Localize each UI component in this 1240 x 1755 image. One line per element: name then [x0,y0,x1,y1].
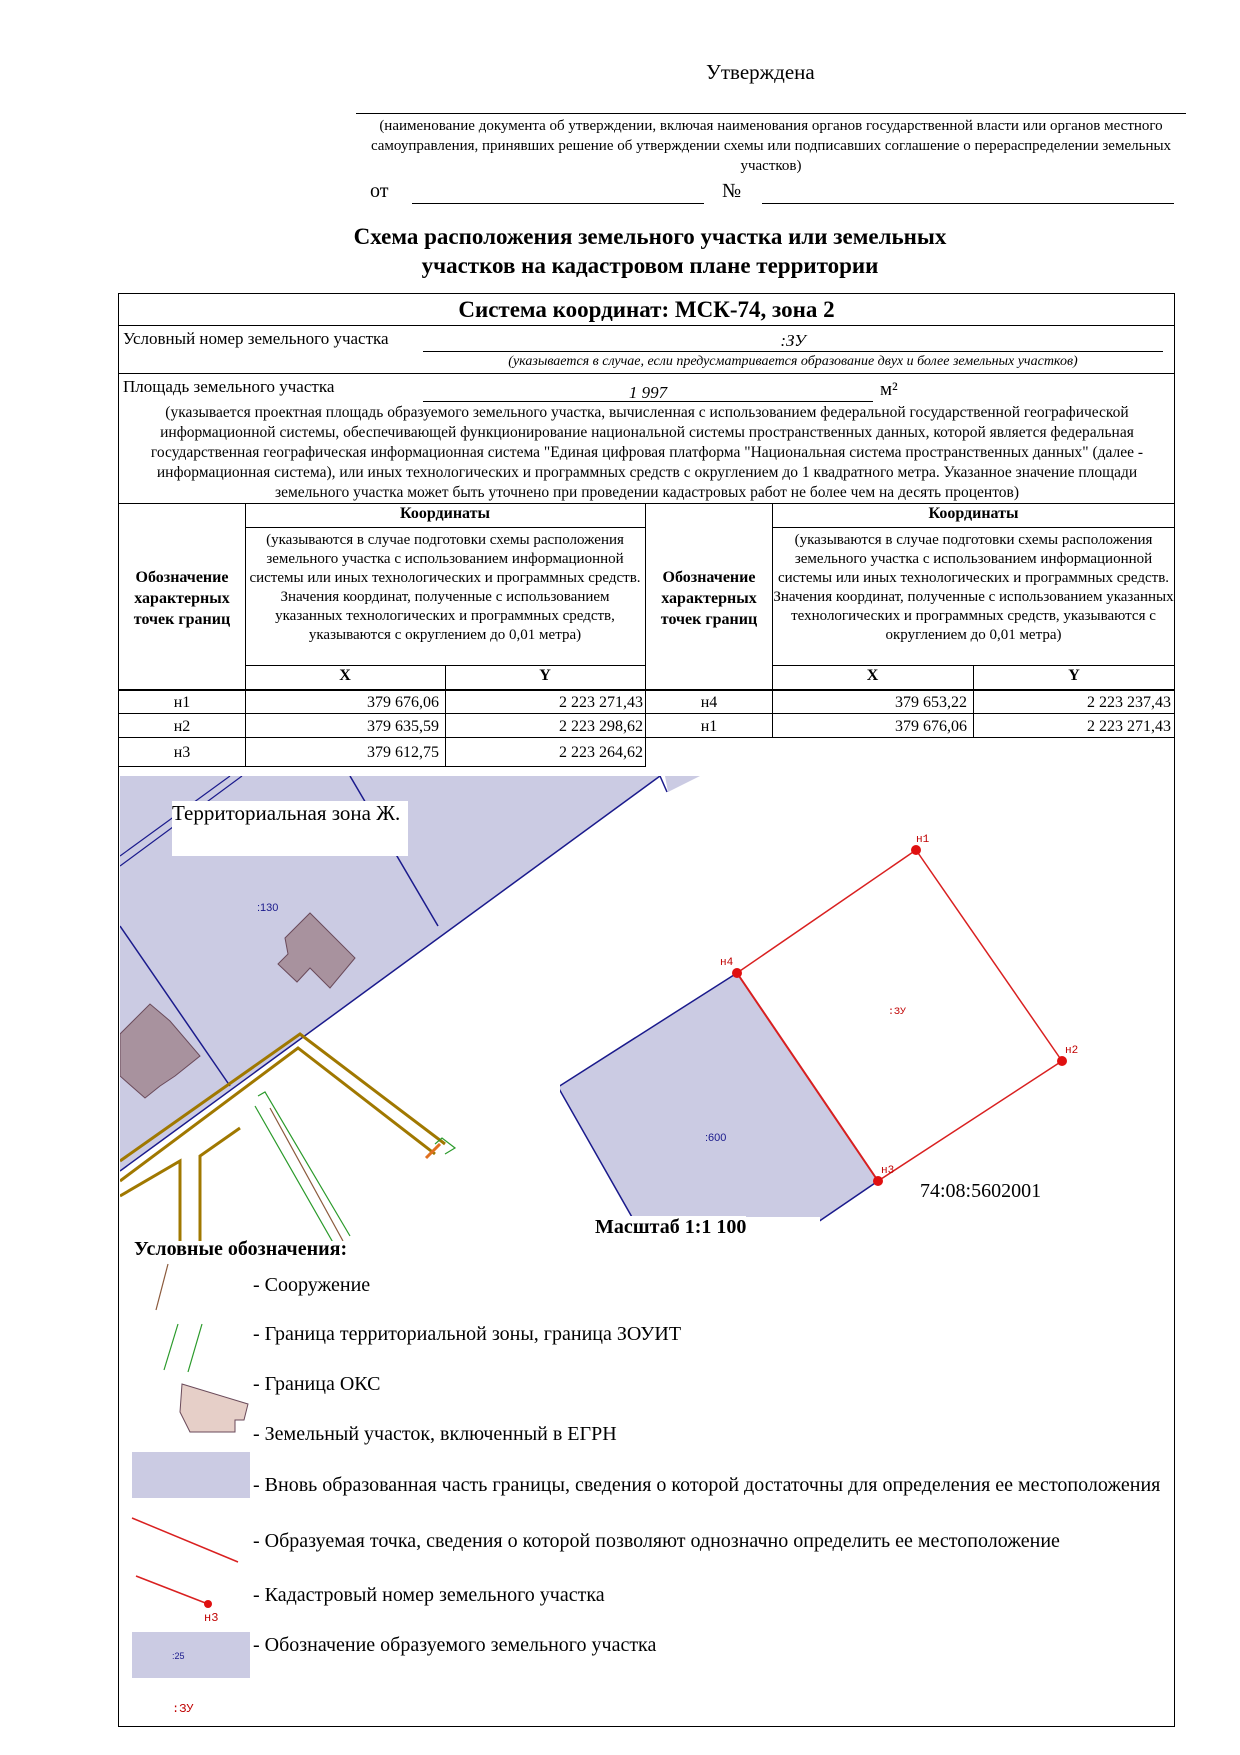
coords-header-right: Координаты [928,505,1019,522]
new-point-icon [136,1576,208,1604]
x-header-left: X [339,667,351,684]
doc-name-note: (наименование документа об утверждении, включая наименования органов государственной власти или органов местного самоуправления, принявших решение об утверждении схемы или подписавших соглашение о перераспределении земельных участков) [370,118,1172,174]
points-header-right: Обозначение характерных точек границ [660,569,758,628]
legend-oks-border: - Граница ОКС [253,1373,381,1395]
conditional-number-label: Условный номер земельного участка [123,329,389,348]
structure-line [270,1108,343,1241]
number-label: № [722,180,742,202]
area-label: Площадь земельного участка [123,377,335,396]
table-row-y: 2 223 298,62 [559,718,643,735]
legend-structure: - Сооружение [253,1274,371,1296]
parcel-600-label: :600 [705,1132,727,1144]
date-label: от [370,180,389,202]
table-row-x: 379 653,22 [895,694,967,711]
table-row-point: н3 [173,744,191,761]
y-header-left: Y [539,667,551,684]
number-line [762,203,1174,204]
area-line [423,401,873,402]
table-row-y: 2 223 271,43 [559,694,643,711]
conditional-number-line [423,351,1163,352]
parcel-600 [560,973,878,1240]
sample-zu-label: :ЗУ [172,1702,194,1716]
oks-border-icon [180,1384,248,1432]
zone-label: Территориальная зона Ж. [172,801,408,856]
conditional-number-value: :ЗУ [780,331,806,350]
new-border-icon [132,1518,238,1562]
cadastral-number-icon [132,1632,250,1678]
legend-egrn-parcel: - Земельный участок, включенный в ЕГРН [253,1423,617,1445]
table-row-y: 2 223 237,43 [1087,694,1171,711]
egrn-parcel-icon [132,1452,250,1498]
sample-point-label: н3 [204,1611,219,1625]
structure-icon [156,1264,168,1310]
scale-label: Масштаб 1:1 100 [595,1216,747,1238]
area-value: 1 997 [628,383,668,402]
legend-new-point: - Образуемая точка, сведения о которой позволяют однозначно определить ее местоположение [253,1530,1060,1552]
cadastral-quarter: 74:08:5602001 [920,1180,1042,1202]
point-label: н1 [916,834,930,846]
legend-cadastral-number: - Кадастровый номер земельного участка [253,1584,605,1606]
table-row-y: 2 223 271,43 [1087,718,1171,735]
parcel-130-label: :130 [257,902,279,914]
coords-header-left: Координаты [400,505,490,522]
zone-line [258,1092,350,1236]
date-line [412,203,704,204]
conditional-number-note: (указывается в случае, если предусматривается образование двух и более земельных участков) [508,354,1078,369]
area-unit: м² [880,379,898,400]
table-row-point: н1 [173,694,191,711]
table-row-x: 379 612,75 [367,744,439,761]
legend-new-parcel-label: - Обозначение образуемого земельного участка [253,1634,657,1656]
table-row-y: 2 223 264,62 [559,744,643,761]
area-note: (указывается проектная площадь образуемого земельного участка, вычисленная с использованием федеральной государственной географической информационной системы, обеспечивающей функционирование национальной системы пространственных данных, которой является федеральная государственная географическая информационная система "Единая цифровая платформа "Национальная система пространственных данных" (далее - информационная система), или иных технологических и программных средств с округлением до 1 квадратного метра. Указанное значение площади земельного участка может быть уточнено при проведении кадастровых работ не более чем на десять процентов) [150,404,1144,501]
document-title: Схема расположения земельного участка или земельных участков на кадастровом плане территории [353,224,947,278]
sample-cadastral-label: :25 [172,1651,185,1661]
table-row-point: н2 [173,718,191,735]
zone-border-icon [164,1324,178,1370]
legend-zone-border: - Граница территориальной зоны, граница ЗОУИТ [253,1323,682,1345]
point-n1 [911,845,921,855]
doc-name-line [356,113,1186,114]
y-header-right: Y [1068,667,1080,684]
point-n2 [1057,1056,1067,1066]
coords-note-left: (указываются в случае подготовки схемы расположения земельного участка с использованием информационной системы или иных технологических и программных средств. Значения координат, полученные с использованием указанных технологических и программных средств, указываются с округлением до 0,01 метра) [249,532,641,643]
table-row-x: 379 676,06 [367,694,439,711]
point-label: н4 [720,957,734,969]
table-row-point: н1 [700,718,718,735]
x-header-right: X [866,667,879,684]
legend-new-border: - Вновь образованная часть границы, сведения о которой достаточны для определения ее местоположения [253,1474,1161,1496]
point-n3 [873,1176,883,1186]
map-right [560,820,1080,1240]
point-label: н3 [881,1165,895,1177]
points-header-left: Обозначение характерных точек границ [133,569,231,628]
table-row-x: 379 635,59 [367,718,439,735]
point-n4 [732,968,742,978]
parcel-zu-label: :ЗУ [888,1007,907,1018]
table-row-x: 379 676,06 [895,718,967,735]
legend-title: Условные обозначения: [134,1238,348,1260]
legend-symbols [120,1262,260,1727]
table-row-point: н4 [700,694,718,711]
approved-label: Утверждена [706,60,815,84]
coords-note-right: (указываются в случае подготовки схемы расположения земельного участка с использованием информационной системы или иных технологических и программных средств. Значения координат, полученные с использованием указанных технологических и программных средств, указываются с округлением до 0,01 метра) [773,532,1174,643]
point-label: н2 [1065,1045,1079,1057]
coordinate-system-title: Система координат: МСК-74, зона 2 [118,293,1175,326]
